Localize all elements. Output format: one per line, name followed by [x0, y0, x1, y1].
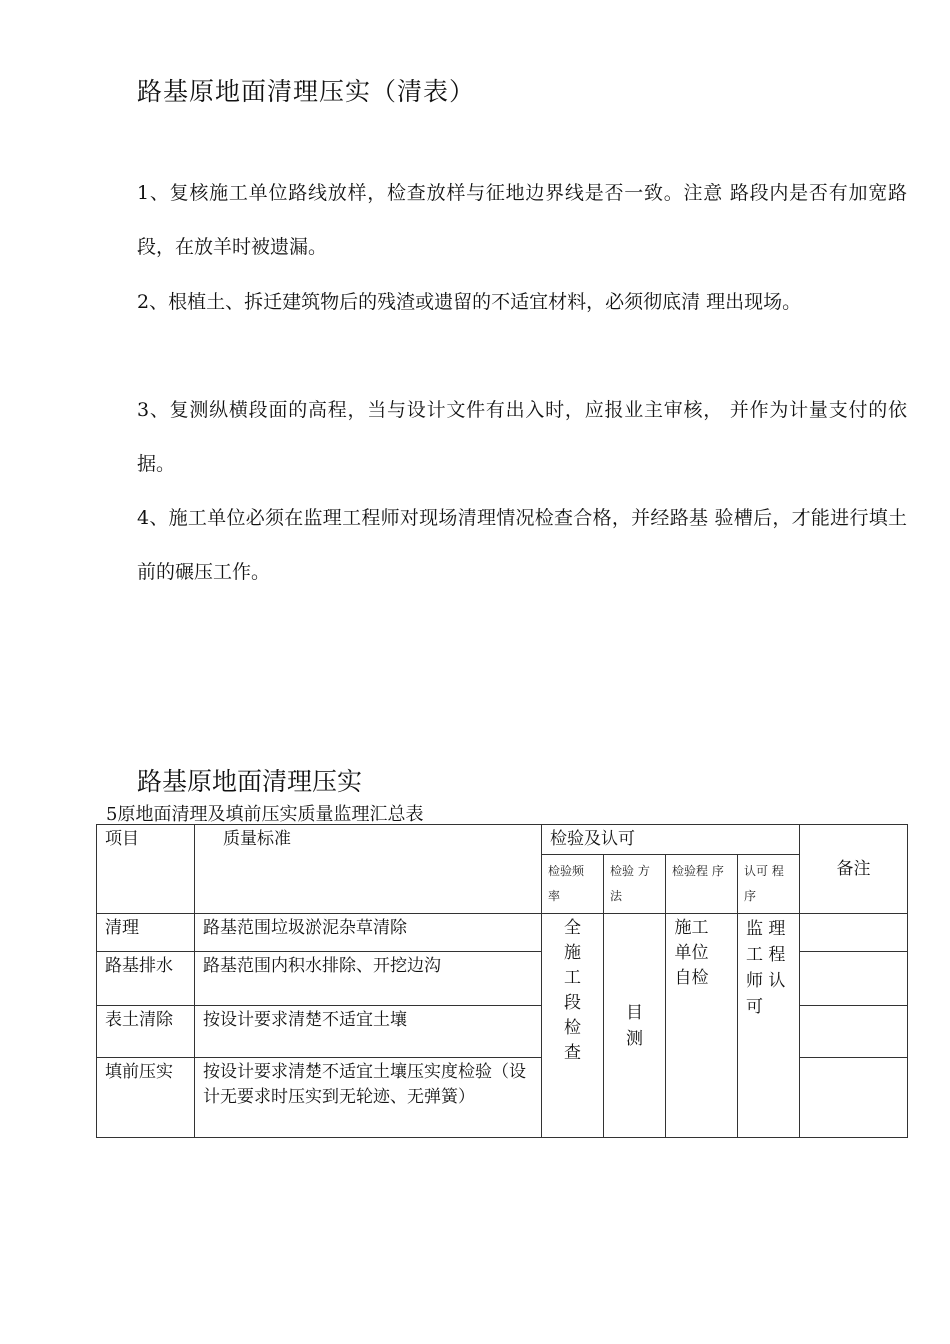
header-method: 检验 方法 [604, 855, 666, 914]
paragraph-4: 4、施工单位必须在监理工程师对现场清理情况检查合格，并经路基 验槽后，才能进行填土前的碾压工作。 [137, 507, 907, 583]
header-standard: 质量标准 [195, 825, 542, 914]
table-row [97, 914, 908, 952]
paragraph-2: 2、根植土、拆迁建筑物后的残渣或遗留的不适宜材料，必须彻底清 理出现场。 [137, 291, 802, 313]
header-approval: 认可 程 序 [738, 855, 800, 914]
row-remark [800, 914, 908, 952]
row-standard: 按设计要求清楚不适宜土壤压实度检验（设计无要求时压实到无轮迹、无弹簧） [195, 1058, 542, 1138]
header-inspection: 检验及认可 [542, 825, 800, 855]
table-caption: 5原地面清理及填前压实质量监理汇总表 [106, 804, 424, 825]
merged-method: 目测 [604, 914, 666, 1138]
row-item: 清理 [97, 914, 195, 952]
header-frequency: 检验频 率 [542, 855, 604, 914]
row-standard: 路基范围内积水排除、开挖边沟 [195, 952, 542, 1006]
merged-frequency: 全施工段检查 [542, 914, 604, 1138]
page-title: 路基原地面清理压实（清表） [137, 77, 476, 106]
quality-table [96, 824, 908, 1138]
merged-procedure: 施工单位自检 [666, 914, 738, 1138]
row-item: 路基排水 [97, 952, 195, 1006]
row-item: 表土清除 [97, 1006, 195, 1058]
row-remark [800, 952, 908, 1006]
paragraph-3: 3、复测纵横段面的高程，当与设计文件有出入时，应报业主审核， 并作为计量支付的依据。 [137, 399, 907, 475]
row-item: 填前压实 [97, 1058, 195, 1138]
row-standard: 路基范围垃圾淤泥杂草清除 [195, 914, 542, 952]
section-title: 路基原地面清理压实 [137, 767, 363, 796]
row-remark [800, 1058, 908, 1138]
row-remark [800, 1006, 908, 1058]
header-remark: 备注 [800, 825, 908, 914]
row-standard: 按设计要求清楚不适宜土壤 [195, 1006, 542, 1058]
header-item: 项目 [97, 825, 195, 914]
header-procedure: 检验程 序 [666, 855, 738, 914]
paragraph-1: 1、复核施工单位路线放样，检查放样与征地边界线是否一致。注意 路段内是否有加宽路段，在放羊时被遗漏。 [137, 182, 907, 258]
merged-approval: 监 理工 程师 认可 [738, 914, 800, 1138]
